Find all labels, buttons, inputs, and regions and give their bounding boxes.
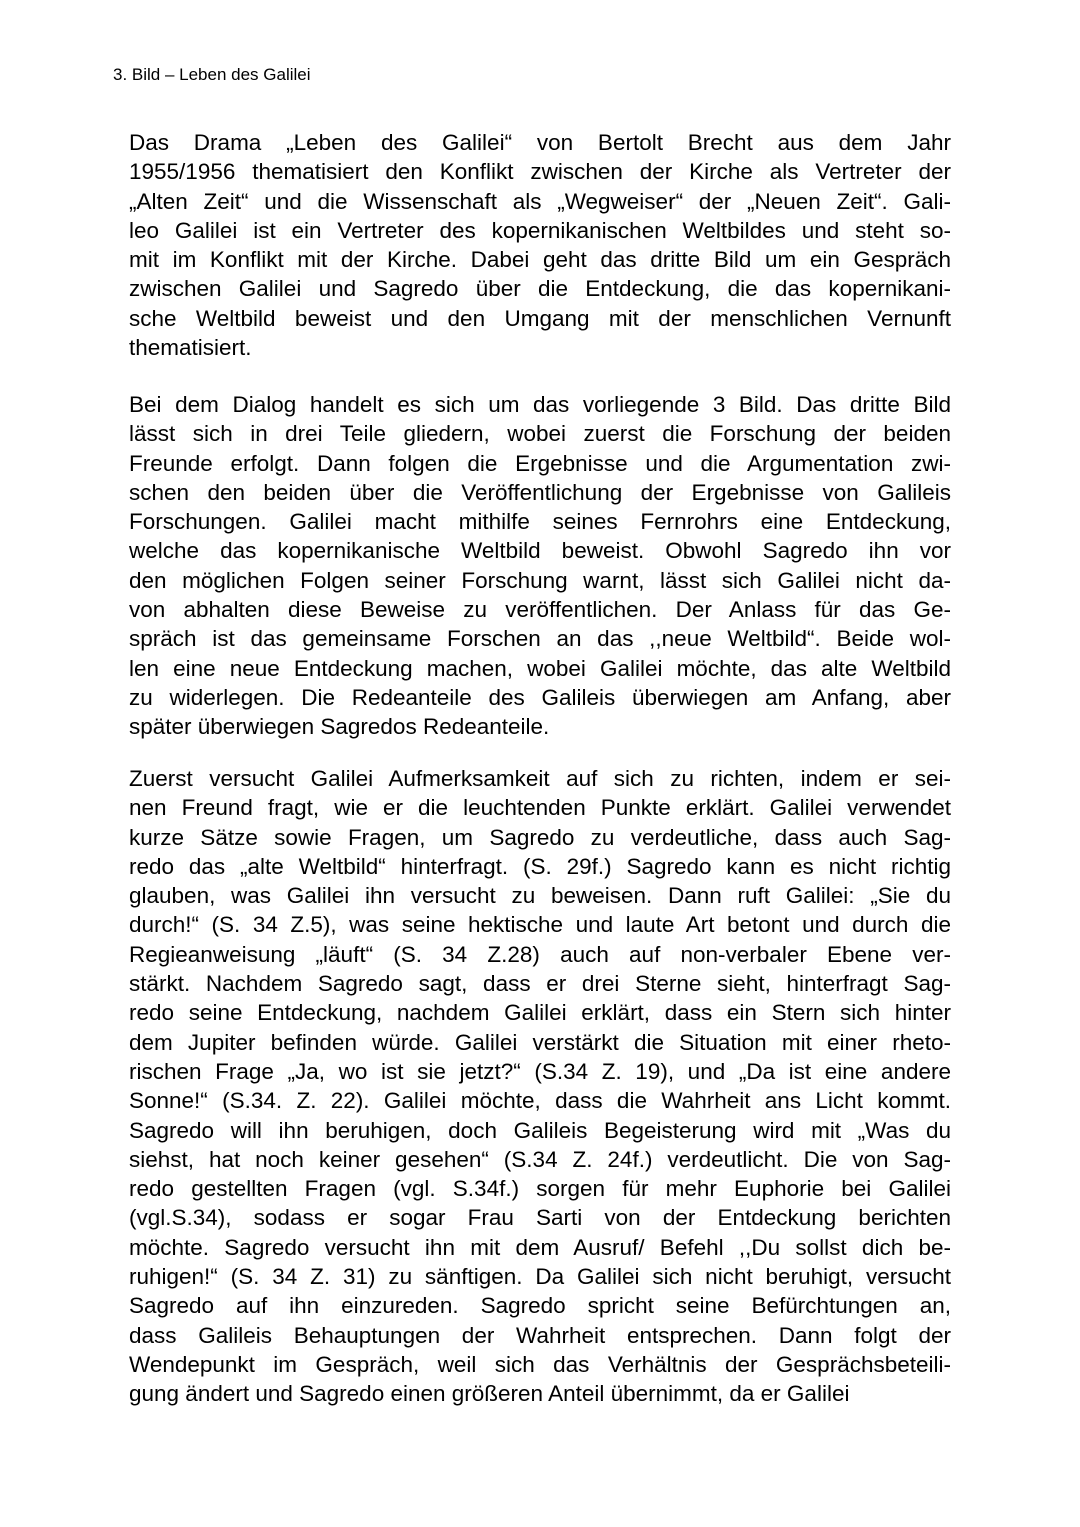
text-line: mit im Konflikt mit der Kirche. Dabei geht das dritte Bild um ein Gespräch [129,247,951,273]
text-line: kurze Sätze sowie Fragen, um Sagredo zu verdeutliche, dass auch Sag- [129,824,951,850]
text-line: schen den beiden über die Veröffentlichung der Ergebnisse von Galileis [129,479,951,505]
text-line: welche das kopernikanische Weltbild beweist. Obwohl Sagredo ihn vor [129,538,951,564]
text-line: Das Drama „Leben des Galilei“ von Bertolt Brecht aus dem Jahr [129,130,951,155]
running-header: 3. Bild – Leben des Galilei [113,65,311,84]
text-line: Sonne!“ (S.34. Z. 22). Galilei möchte, dass die Wahrheit ans Licht kommt. [129,1088,951,1114]
text-line: von abhalten diese Beweise zu veröffentlichen. Der Anlass für das Ge- [129,597,951,623]
text-line: thematisiert. [129,335,252,361]
text-line: dem Jupiter befinden würde. Galilei verstärkt die Situation mit einer rheto- [129,1029,951,1055]
text-line: Zuerst versucht Galilei Aufmerksamkeit auf sich zu richten, indem er sei- [129,766,951,791]
text-line: glauben, was Galilei ihn versucht zu beweisen. Dann ruft Galilei: „Sie du [129,883,951,909]
text-line: Forschungen. Galilei macht mithilfe seines Fernrohrs eine Entdeckung, [129,509,951,535]
text-line: redo seine Entdeckung, nachdem Galilei erklärt, dass ein Stern sich hinter [129,1000,951,1026]
text-line: „Alten Zeit“ und die Wissenschaft als „Wegweiser“ der „Neuen Zeit“. Gali- [129,188,951,214]
text-line: stärkt. Nachdem Sagredo sagt, dass er drei Sterne sieht, hinterfragt Sag- [129,971,951,997]
text-line: später überwiegen Sagredos Redeanteile. [129,714,550,740]
text-line: Sagredo auf ihn einzureden. Sagredo spricht seine Befürchtungen an, [129,1293,951,1319]
text-line: zwischen Galilei und Sagredo über die Entdeckung, die das kopernikani- [129,276,951,302]
text-line: redo gestellten Fragen (vgl. S.34f.) sorgen für mehr Euphorie bei Galilei [129,1176,951,1202]
paragraph-introduction [129,128,951,362]
paragraph-analysis [129,764,951,1409]
text-line: Regieanweisung „läuft“ (S. 34 Z.28) auch auf non-verbaler Ebene ver- [129,941,951,967]
text-line: möchte. Sagredo versucht ihn mit dem Ausruf/ Befehl ,,Du sollst dich be- [129,1234,951,1260]
text-line: den möglichen Folgen seiner Forschung warnt, lässt sich Galilei nicht da- [129,567,951,593]
text-line: redo das „alte Weltbild“ hinterfragt. (S. 29f.) Sagredo kann es nicht richtig [129,853,951,879]
text-line: rischen Frage „Ja, wo ist sie jetzt?“ (S.34 Z. 19), und „Da ist eine andere [129,1058,951,1084]
text-line: len eine neue Entdeckung machen, wobei Galilei möchte, das alte Weltbild [129,655,951,681]
text-line: siehst, hat noch keiner gesehen“ (S.34 Z. 24f.) verdeutlicht. Die von Sag- [129,1146,951,1172]
text-line: durch!“ (S. 34 Z.5), was seine hektische und laute Art betont und durch die [129,912,951,938]
text-line: (vgl.S.34), sodass er sogar Frau Sarti von der Entdeckung berichten [129,1205,951,1231]
text-line: dass Galileis Behauptungen der Wahrheit entsprechen. Dann folgt der [129,1322,951,1348]
text-line: lässt sich in drei Teile gliedern, wobei zuerst die Forschung der beiden [129,421,951,447]
text-line: spräch ist das gemeinsame Forschen an das ,,neue Weltbild“. Beide wol- [129,626,951,652]
text-line: Freunde erfolgt. Dann folgen die Ergebnisse und die Argumentation zwi- [129,450,951,476]
text-line: nen Freund fragt, wie er die leuchtenden Punkte erklärt. Galilei verwendet [129,795,951,821]
paragraph-structure [129,390,951,742]
text-line: leo Galilei ist ein Vertreter des kopernikanischen Weltbildes und steht so- [129,217,951,243]
text-line: Bei dem Dialog handelt es sich um das vorliegende 3 Bild. Das dritte Bild [129,392,951,417]
text-line: Wendepunkt im Gespräch, weil sich das Verhältnis der Gesprächsbeteili- [129,1351,951,1377]
text-line: ruhigen!“ (S. 34 Z. 31) zu sänftigen. Da Galilei sich nicht beruhigt, versucht [129,1264,951,1290]
text-line: gung ändert und Sagredo einen größeren Anteil übernimmt, da er Galilei [129,1381,850,1407]
text-line: zu widerlegen. Die Redeanteile des Galileis überwiegen am Anfang, aber [129,684,951,710]
text-line: Sagredo will ihn beruhigen, doch Galileis Begeisterung wird mit „Was du [129,1117,951,1143]
text-line: 1955/1956 thematisiert den Konflikt zwischen der Kirche als Vertreter der [129,159,951,185]
text-line: sche Weltbild beweist und den Umgang mit der menschlichen Vernunft [129,305,951,331]
